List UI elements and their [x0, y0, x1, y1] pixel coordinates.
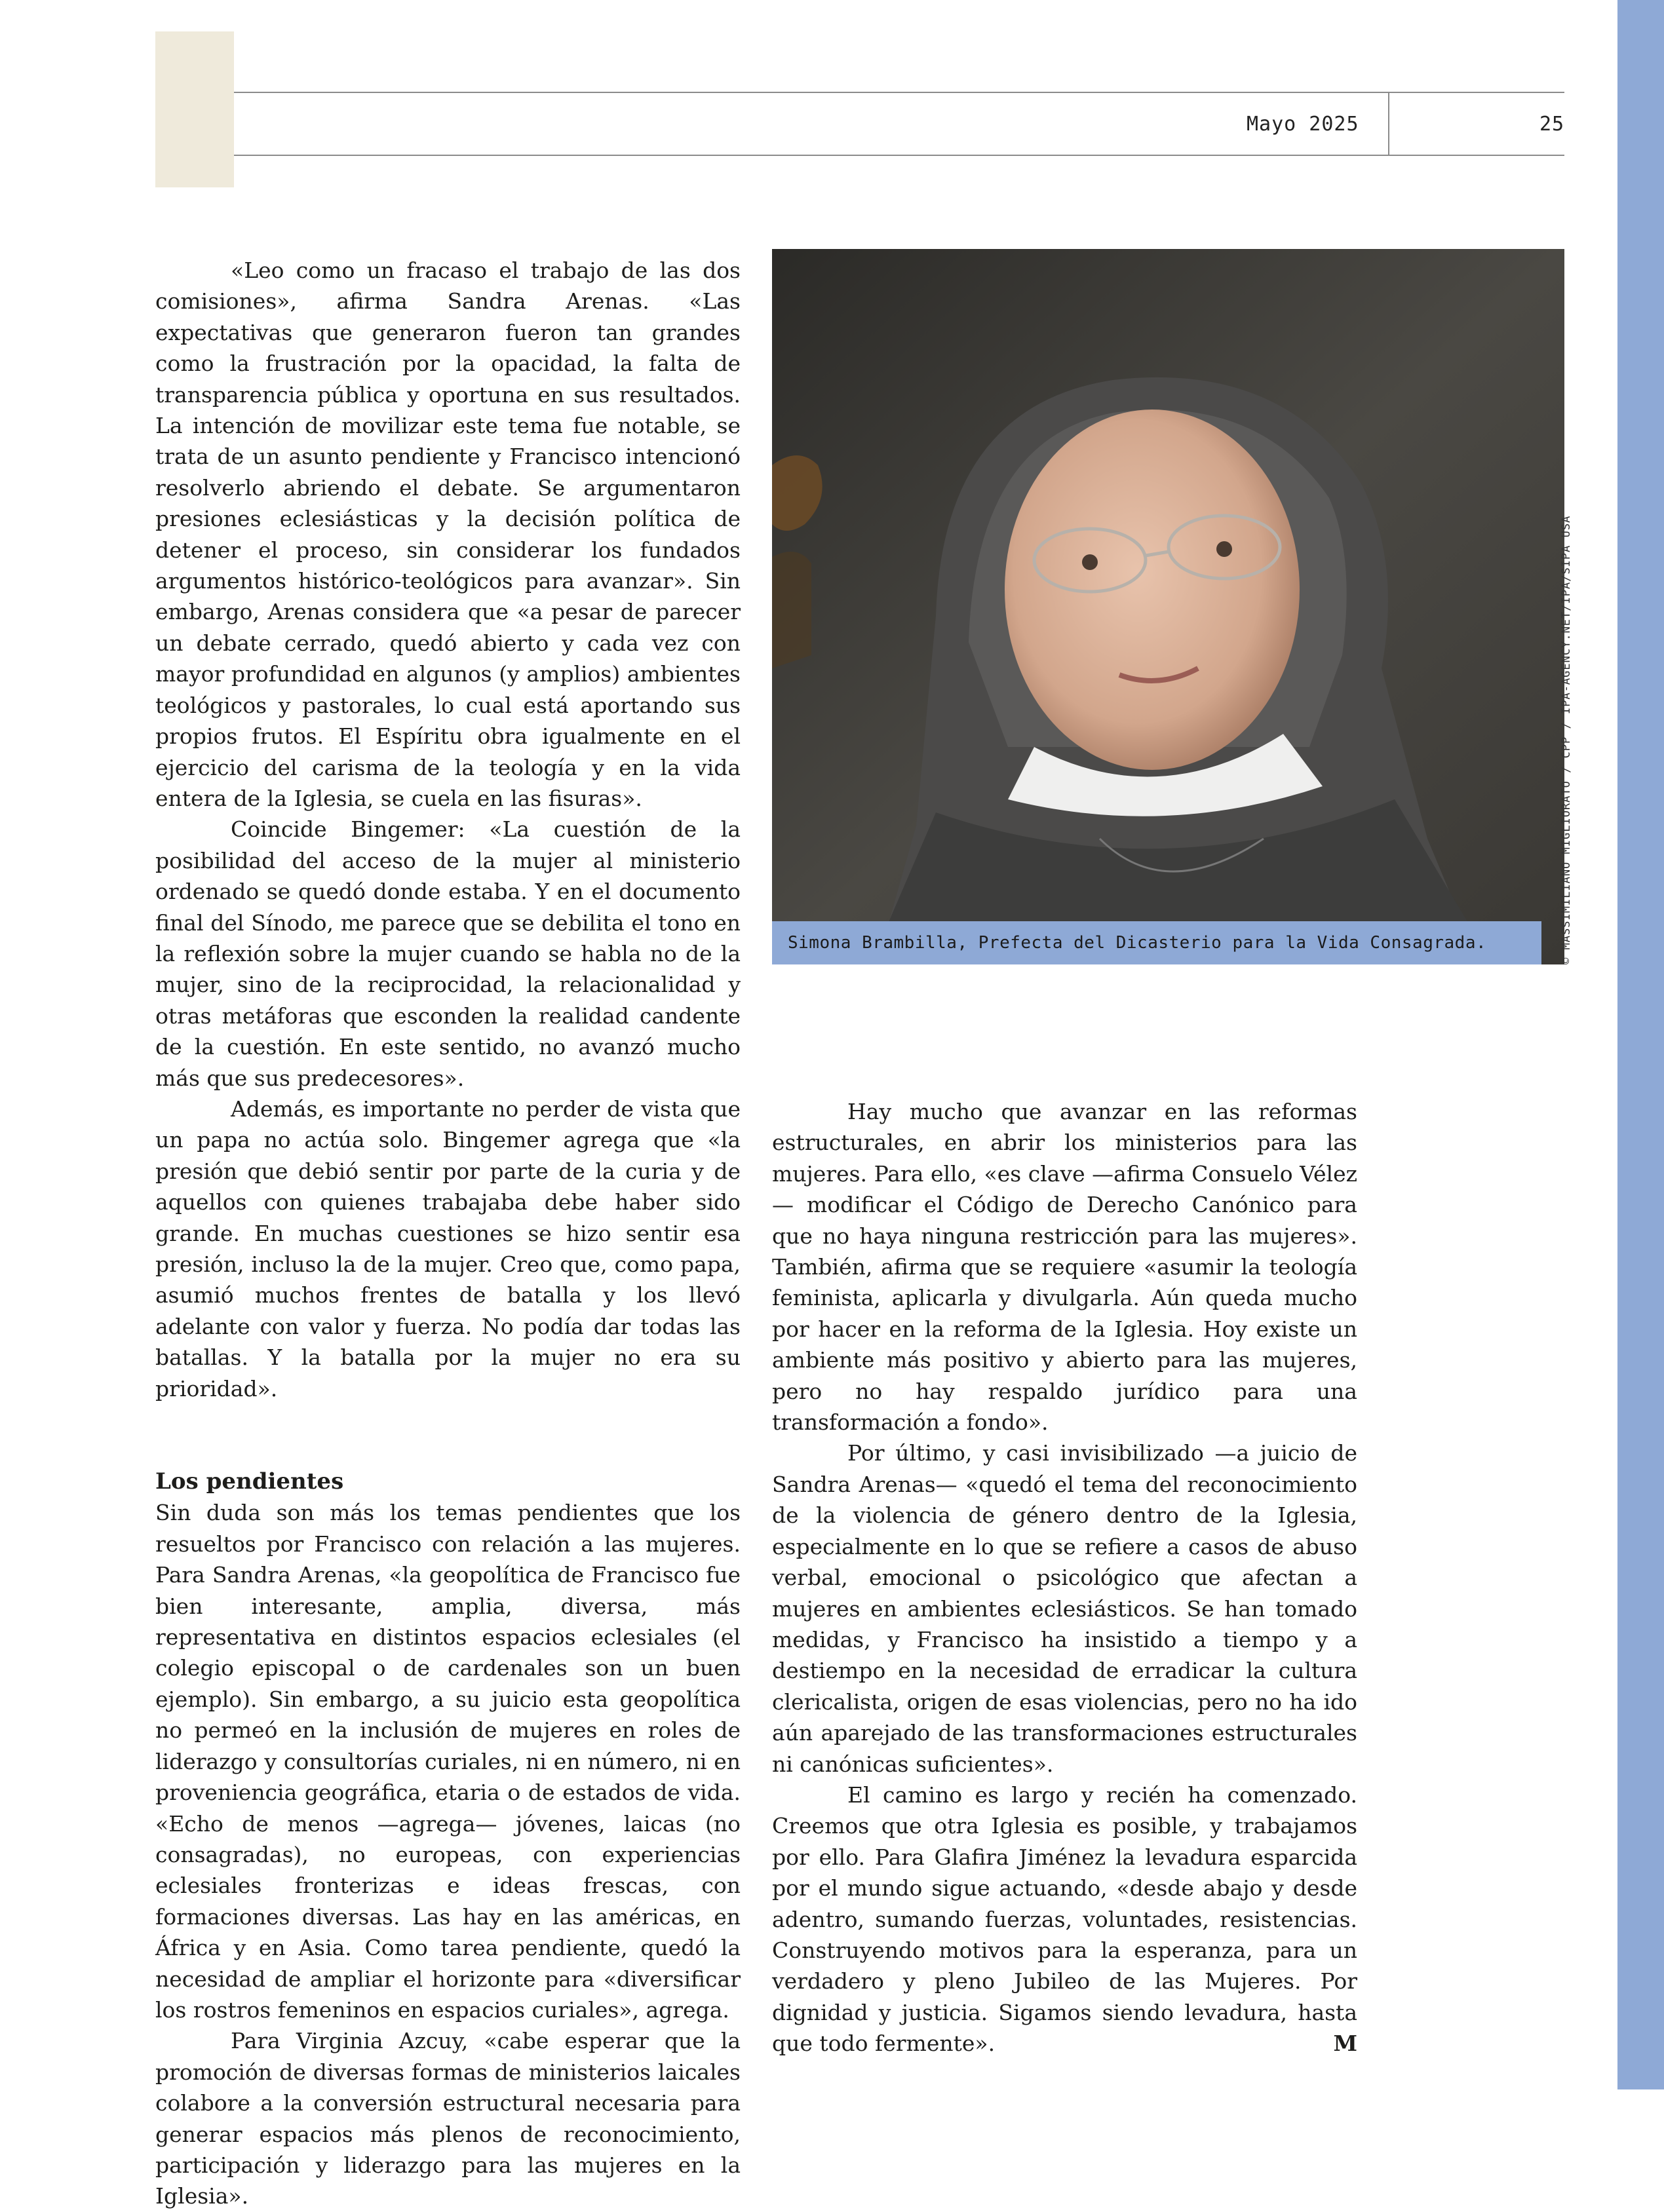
left-paragraph-2: Coincide Bingemer: «La cuestión de la posibilidad del acceso de la mujer al ministerio ordenado se quedó donde estaba. Y en el documento final del Sínodo, me parece que se debilita el tono en la reflexión sobre la mujer cuando se habla no de la mujer, sino de la reciprocidad, la relacionalidad y otras metáforas que esconden la realidad candente de la cuestión. En este sentido, no avanzó mucho más que sus predecesores».	[155, 816, 741, 1091]
left-paragraph-4: Sin duda son más los temas pendientes que los resueltos por Francisco con relación a las mujeres. Para Sandra Arenas, «la geopolítica de Francisco fue bien interesante, amplia, diversa, más representativa en distintos espacios eclesiales (el colegio episcopal o de cardenales son un buen ejemplo). Sin embargo, a su juicio esta geopolítica no permeó en la inclusión de mujeres en roles de liderazgo y consultorías curiales, ni en número, ni en proveniencia geográfica, etaria o de estados de vida. «Echo de menos —agrega— jóvenes, laicas (no consagradas), no europeas, con experiencias eclesiales fronterizas e ideas frescas, con formaciones diversas. Las hay en las américas, en África y en Asia. Como tarea pendiente, quedó la necesidad de ampliar el horizonte para «diversificar los rostros femeninos en espacios curiales», agrega.	[155, 1500, 741, 2023]
photo-caption: Simona Brambilla, Prefecta del Dicasterio para la Vida Consagrada.	[772, 921, 1541, 964]
end-mark: M	[1333, 2031, 1357, 2057]
side-color-band	[1617, 0, 1664, 2089]
corner-tab	[155, 31, 234, 187]
right-paragraph-3-text: El camino es largo y recién ha comenzado. Creemos que otra Iglesia es posible, y trabajamos por ello. Para Glafira Jiménez la levadura esparcida por el mundo sigue actuando, «desde abajo y desde adentro, sumando fuerzas, voluntades, resistencias. Construyendo motivos para la esperanza, para un verdadero y pleno Jubileo de las Mujeres. Por dignidad y justicia. Sigamos siendo levadura, hasta que todo fermente».	[772, 1782, 1357, 2057]
nun-portrait-image	[772, 249, 1564, 964]
portrait-photo	[772, 249, 1564, 964]
left-paragraph-5: Para Virginia Azcuy, «cabe esperar que la promoción de diversas formas de ministerios laicales colabore a la conversión estructural necesaria para generar espacios más plenos de reconocimiento, participación y liderazgo para las mujeres en la Iglesia».	[155, 2028, 741, 2209]
header-top-rule	[234, 92, 1564, 93]
header-bottom-rule	[234, 155, 1564, 156]
issue-date: Mayo 2025	[1247, 113, 1359, 136]
right-paragraph-3	[772, 1780, 1357, 2059]
right-paragraph-2: Por último, y casi invisibilizado —a juicio de Sandra Arenas— «quedó el tema del reconocimiento de la violencia de género dentro de la Iglesia, especialmente en lo que se refiere a casos de abuso verbal, emocional o psicológico que afectan a mujeres en ambientes eclesiásticos. Se han tomado medidas, y Francisco ha insistido a tiempo y a destiempo en la necesidad de erradicar la cultura clericalista, origen de esas violencias, pero no ha ido aún aparejado de las transformaciones estructurales ni canónicas suficientes».	[772, 1440, 1357, 1777]
photo-credit: © MASSIMILIANO MIGLIORATO / CPP / IPA-AGENCY.NET/IPA/SIPA USA	[1560, 515, 1573, 964]
right-column	[772, 1096, 1357, 2059]
page-number: 25	[1539, 113, 1565, 136]
right-paragraph-1: Hay mucho que avanzar en las reformas estructurales, en abrir los ministerios para las mujeres. Para ello, «es clave —afirma Consuelo Vélez— modificar el Código de Derecho Canónico para que no haya ninguna restricción para las mujeres». También, afirma que se requiere «asumir la teología feminista, aplicarla y divulgarla. Aún queda mucho por hacer en la reforma de la Iglesia. Hoy existe un ambiente más positivo y abierto para las mujeres, pero no hay respaldo jurídico para una transformación a fondo».	[772, 1099, 1357, 1436]
left-paragraph-1: «Leo como un fracaso el trabajo de las dos comisiones», afirma Sandra Arenas. «Las expectativas que generaron fueron tan grandes como la frustración por la opacidad, la falta de transparencia pública y oportuna en sus resultados. La intención de movilizar este tema fue notable, se trata de un asunto pendiente y Francisco intencionó resolverlo abriendo el debate. Se argumentaron presiones eclesiásticas y la decisión política de detener el proceso, sin considerar los fundados argumentos histórico-teológicos para avanzar». Sin embargo, Arenas considera que «a pesar de parecer un debate cerrado, quedó abierto y cada vez con mayor profundidad en algunos (y amplios) ambientes teológicos y pastorales, lo cual está aportando sus propios frutos. El Espíritu obra igualmente en el ejercicio del carisma de la teología y en la vida entera de la Iglesia, se cuela en las fisuras».	[155, 257, 741, 811]
header-divider	[1388, 92, 1389, 156]
left-column	[155, 255, 741, 2212]
left-paragraph-3: Además, es importante no perder de vista que un papa no actúa solo. Bingemer agrega que «la presión que debió sentir por parte de la curia y de aquellos con quienes trabajaba debe haber sido grande. En muchas cuestiones se hizo sentir esa presión, incluso la de la mujer. Creo que, como papa, asumió muchos frentes de batalla y los llevó adelante con valor y fuerza. No podía dar todas las batallas. Y la batalla por la mujer no era su prioridad».	[155, 1096, 741, 1402]
section-heading: Los pendientes	[155, 1468, 344, 1495]
